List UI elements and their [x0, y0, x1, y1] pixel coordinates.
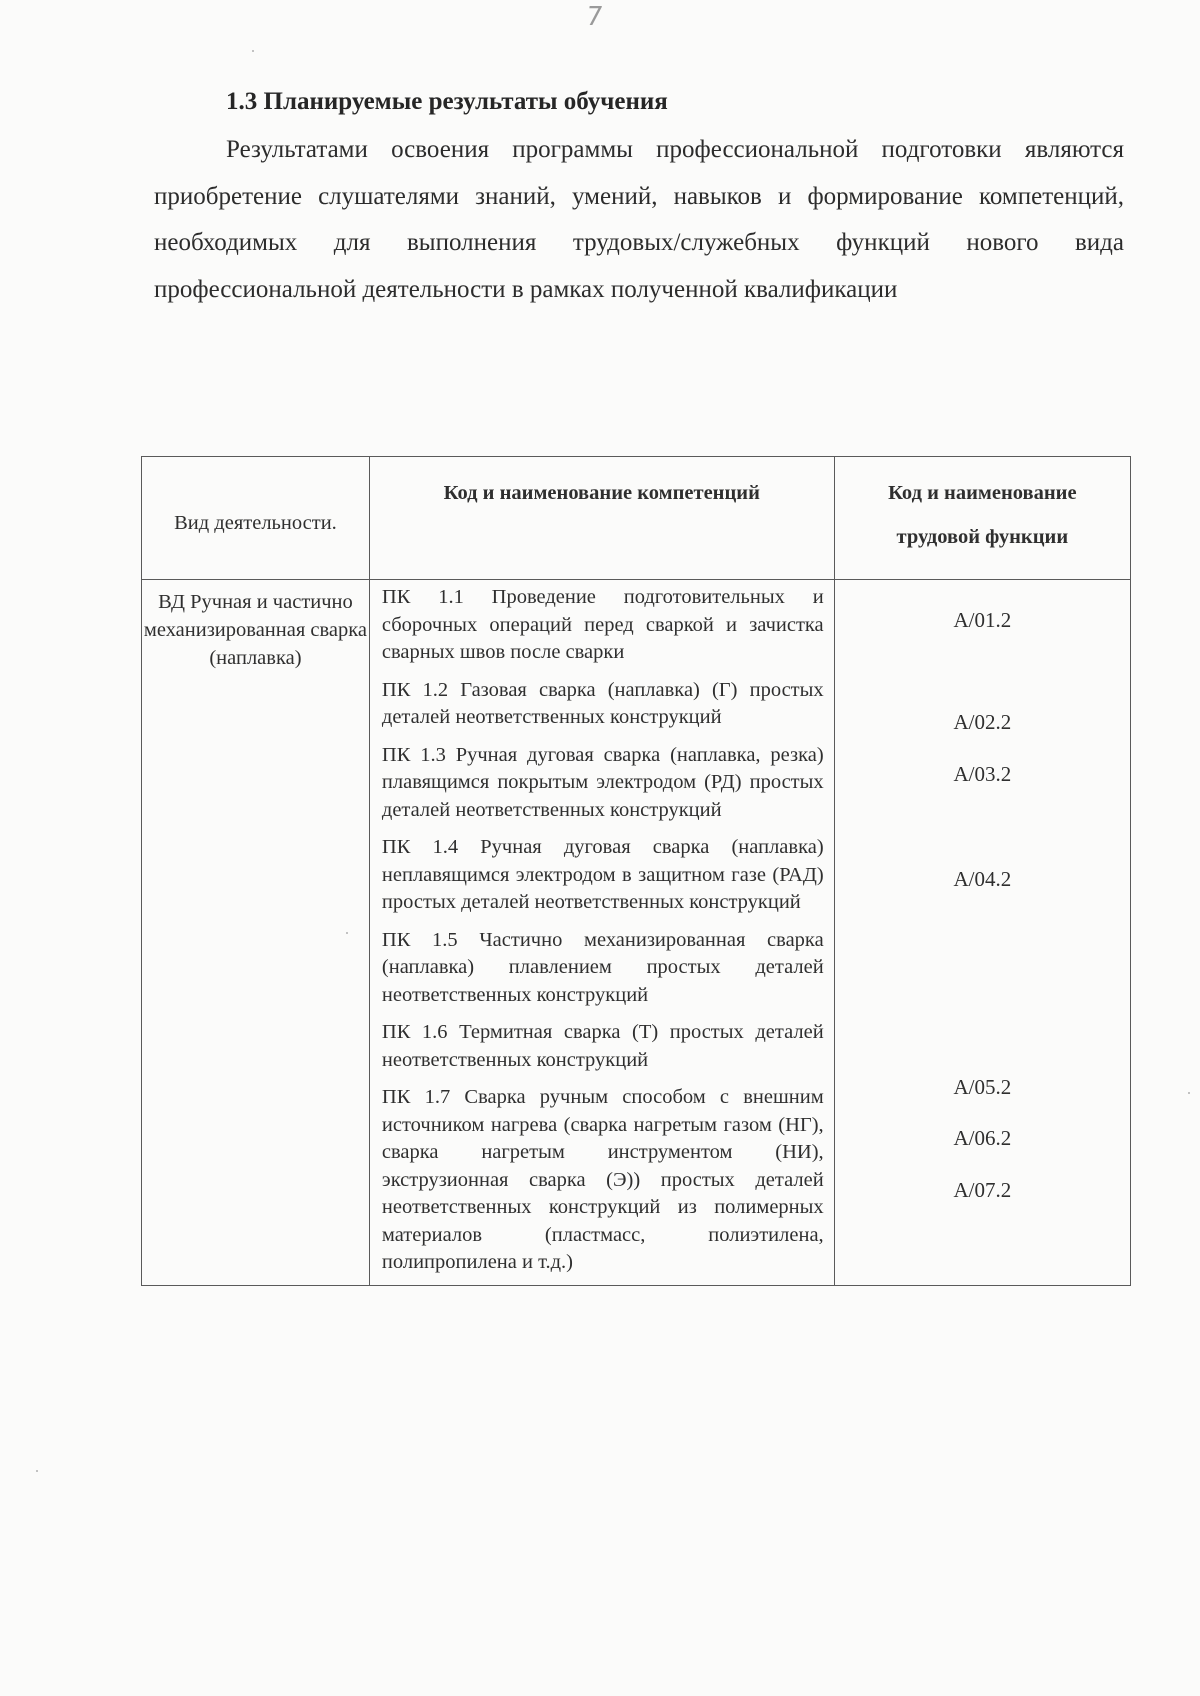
labor-function-a-04-2: A/04.2: [953, 867, 1012, 891]
intro-paragraph: [154, 127, 1124, 313]
header-labor-function-line1: Код и наименование: [888, 482, 1077, 504]
competency-pk-1-4: ПК 1.4 Ручная дуговая сварка (наплавка) неплавящимся электродом в защитном газе (РАД) простых деталей неответственных конструкций: [381, 836, 824, 913]
scan-speck: [252, 50, 254, 52]
competency-pk-1-3: ПК 1.3 Ручная дуговая сварка (наплавка, резка) плавящимся покрытым электродом (РД) простых деталей неответственных конструкций: [381, 743, 824, 821]
competencies-cell: [369, 580, 834, 1286]
competency-pk-1-6: ПК 1.6 Термитная сварка (Т) простых деталей неответственных конструкций: [381, 1021, 824, 1071]
competencies-table: [141, 456, 1131, 1286]
header-labor-function-line2: трудовой функции: [896, 526, 1069, 548]
scan-speck: [346, 932, 348, 934]
header-activity: Вид деятельности.: [142, 457, 370, 580]
competency-pk-1-5: ПК 1.5 Частично механизированная сварка (наплавка) плавлением простых деталей неответственных конструкций: [381, 928, 824, 1006]
labor-function-a-01-2: A/01.2: [953, 608, 1012, 632]
labor-functions-cell: [834, 580, 1130, 1286]
handwritten-page-number: 7: [583, 2, 605, 32]
competency-pk-1-7: ПК 1.7 Сварка ручным способом с внешним источником нагрева (сварка нагретым газом (НГ), сварка нагретым инструментом (НИ), экструзионная сварка (Э)) простых деталей неответственных конструкций из полимерных материалов (пластмасс, полиэтилена, полипропилена и т.д.): [381, 1086, 824, 1273]
table-row: [142, 580, 1131, 1286]
intro-text: Результатами освоения программы профессиональной подготовки являются приобретение слушателями знаний, умений, навыков и формирование компетенций, необходимых для выполнения трудовых/служебных функций нового вида профессиональной деятельности в рамках полученной квалификации: [154, 136, 1124, 303]
competency-pk-1-1: ПК 1.1 Проведение подготовительных и сборочных операций перед сваркой и зачистка сварных швов после сварки: [381, 586, 824, 663]
competency-pk-1-2: ПК 1.2 Газовая сварка (наплавка) (Г) простых деталей неответственных конструкций: [381, 678, 824, 728]
scan-speck: [1188, 1092, 1190, 1094]
header-labor-function: [834, 457, 1130, 580]
labor-function-a-02-2: A/02.2: [953, 710, 1012, 734]
labor-function-a-05-2: A/05.2: [953, 1075, 1012, 1099]
scan-speck: [36, 1470, 38, 1472]
activity-cell: ВД Ручная и частично механизированная сварка (наплавка): [142, 580, 370, 1286]
table-header-row: [142, 457, 1131, 580]
labor-function-a-06-2: A/06.2: [953, 1126, 1012, 1150]
header-competencies: Код и наименование компетенций: [369, 457, 834, 580]
section-title: 1.3 Планируемые результаты обучения: [226, 88, 668, 115]
labor-function-a-03-2: A/03.2: [953, 762, 1012, 786]
labor-function-a-07-2: A/07.2: [953, 1178, 1012, 1202]
